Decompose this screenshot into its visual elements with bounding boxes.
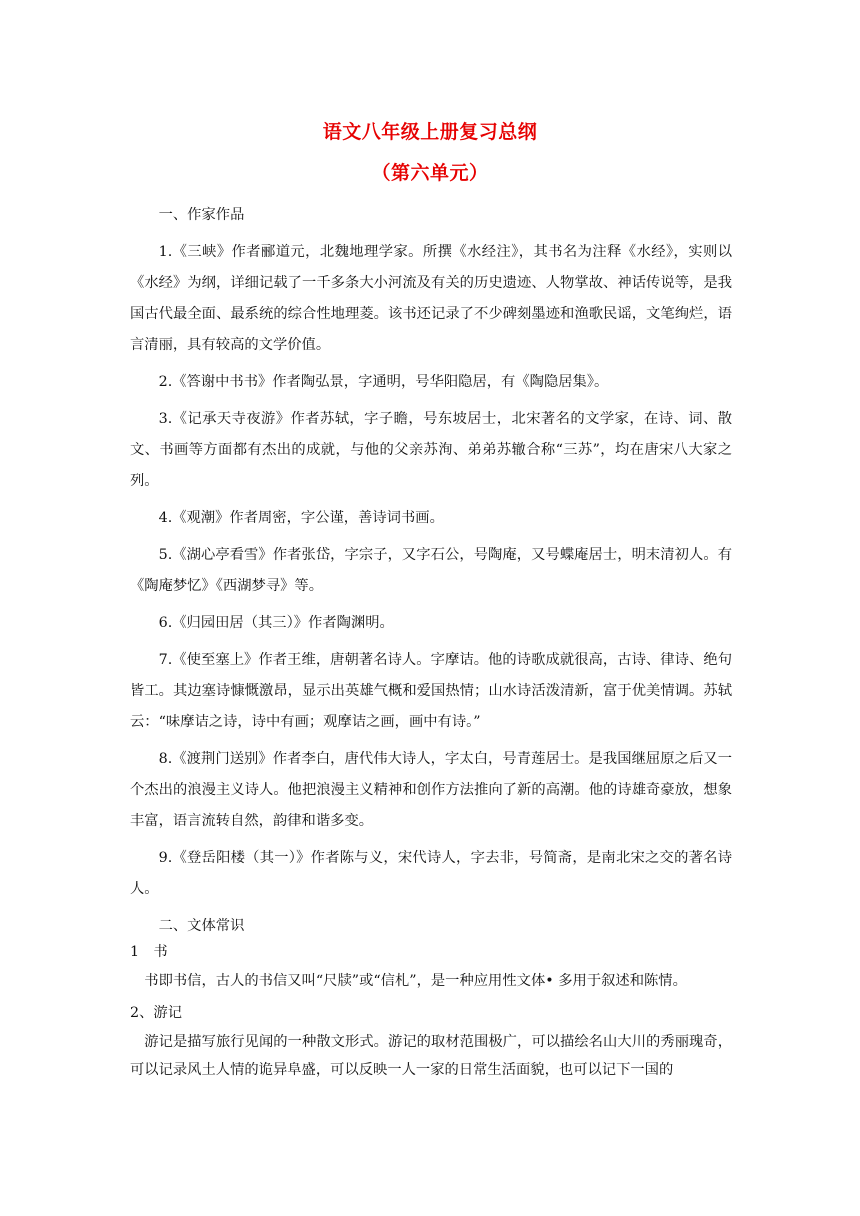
author-item-7: 7.《使至塞上》作者王维，唐朝著名诗人。字摩诘。他的诗歌成就很高，古诗、律诗、绝句皆工。其边塞诗慷慨激昂，显示出英雄气概和爱国热情；山水诗活泼清新，富于优美情调。苏轼云：“味摩诘之诗，诗中有画；观摩诘之画，画中有诗。” (130, 652, 732, 730)
author-item-2: 2.《答谢中书书》作者陶弘景，字通明，号华阳隐居，有《陶隐居集》。 (158, 374, 609, 390)
author-item-9: 9.《登岳阳楼（其一）》作者陈与义，宋代诗人，字去非，号简斋，是南北宋之交的著名诗人。 (130, 850, 732, 897)
page-title: 语文八年级上册复习总纲 (322, 121, 538, 143)
author-item-8: 8.《渡荆门送别》作者李白，唐代伟大诗人，字太白，号青莲居士。是我国继屈原之后又一个杰出的浪漫主义诗人。他把浪漫主义精神和创作方法推向了新的高潮。他的诗雄奇豪放，想象丰富，语言流转自然，韵律和谐多变。 (130, 751, 732, 829)
author-item-3: 3.《记承天寺夜游》作者苏轼，字子瞻，号东坡居士，北宋著名的文学家，在诗、词、散文、书画等方面都有杰出的成就，与他的父亲苏洵、弟弟苏辙合称“三苏”，均在唐宋八大家之列。 (130, 411, 732, 489)
section-heading-genres: 二、文体常识 (158, 918, 245, 934)
genre-body-letter: 书即书信，古人的书信又叫“尺牍”或“信札”，是一种应用性文体• 多用于叙述和陈情。 (144, 973, 687, 989)
author-item-1: 1.《三峡》作者郦道元，北魏地理学家。所撰《水经注》，其书名为注释《水经》，实则以《水经》为纲，详细记载了一千多条大小河流及有关的历史遗迹、人物掌故、神话传说等，是我国古代最全面、最系统的综合性地理菱。该书还记录了不少碑刻墨迹和渔歌民谣，文笔绚烂，语言清丽，具有较高的文学价值。 (130, 244, 732, 353)
genre-body-travelogue: 游记是描写旅行见闻的一种散文形式。游记的取材范围极广，可以描绘名山大川的秀丽瑰奇，可以记录风土人情的诡异阜盛，可以反映一人一家的日常生活面貌，也可以记下一国的 (130, 1034, 732, 1078)
genre-heading-letter: 1 书 (130, 944, 168, 960)
author-item-4: 4.《观潮》作者周密，字公谨，善诗词书画。 (158, 510, 444, 526)
author-item-5: 5.《湖心亭看雪》作者张岱，字宗子，又字石公，号陶庵，又号蝶庵居士，明末清初人。有《陶庵梦忆》《西湖梦寻》等。 (130, 547, 732, 594)
author-item-6: 6.《归园田居（其三）》作者陶渊明。 (158, 615, 394, 631)
section-heading-authors: 一、作家作品 (158, 207, 245, 223)
section-authors (130, 200, 732, 942)
page-subtitle: （第六单元） (371, 162, 489, 184)
genre-heading-travelogue: 2、游记 (130, 1005, 182, 1021)
section-genres (130, 940, 732, 1090)
